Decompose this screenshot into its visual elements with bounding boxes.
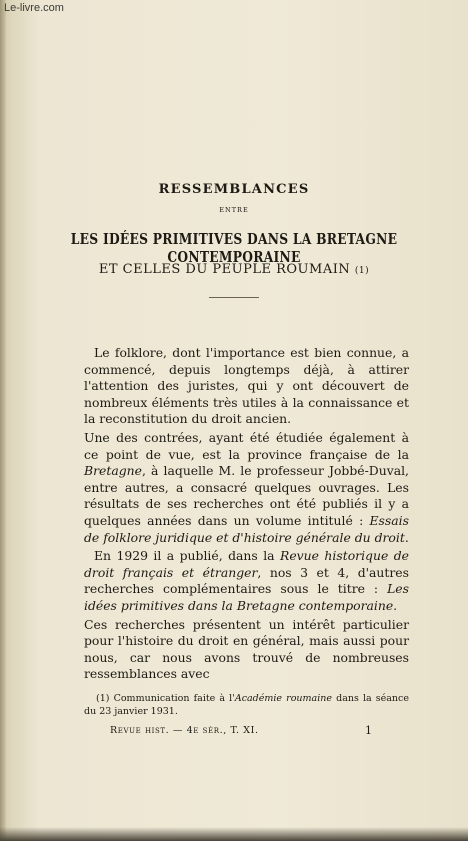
title-footnote-ref: (1)	[354, 266, 370, 276]
paragraph-4: Ces recherches présentent un intérêt particulier pour l'histoire du droit en général, mais aussi pour nous, car nous avons trouvé de nombreuses ressemblances avec	[84, 616, 409, 682]
watermark-text: Le-livre.com	[4, 2, 64, 14]
title-line-4-text: ET CELLES DU PEUPLE ROUMAIN	[98, 262, 351, 277]
p2-italic-title: Essais de folklore juridique et d'histoire générale du droit.	[84, 512, 409, 545]
p3-italic-title: Les idées primitives dans la Bretagne contemporaine.	[84, 581, 409, 613]
p2-text-a: Une des contrées, ayant été étudiée également à ce point de vue, est la province française de la	[84, 429, 409, 462]
paragraph-1: Le folklore, dont l'importance est bien connue, a commencé, depuis longtemps déjà, à attirer l'attention des juristes, qui y ont découvert de nombreux éléments très utiles à la connaissance et la reconstitution du droit ancien.	[84, 345, 409, 427]
title-line-1: RESSEMBLANCES	[158, 182, 310, 197]
p3-text-a: En 1929 il a publié, dans la	[94, 548, 280, 564]
page-bottom-shadow	[0, 827, 468, 841]
body-text	[84, 345, 409, 683]
page-spine-shadow	[0, 0, 6, 841]
title-line-2: ENTRE	[219, 206, 249, 214]
footnote-italic: Académie roumaine	[234, 693, 332, 704]
title-separator	[209, 297, 259, 298]
page-number: 1	[365, 724, 372, 737]
footnote-text-a: (1) Communication faite à l'	[96, 693, 235, 704]
paragraph-2	[84, 430, 409, 546]
p2-text-c: , à laquelle M. le professeur Jobbé-Duval, entre autres, a consacré quelques ouvrages. Les résultats de ses recherches ont été publiés il y a quelques années dans un volume intitulé :	[84, 463, 409, 528]
title-line-3: LES IDÉES PRIMITIVES DANS LA BRETAGNE CONTEMPORAINE	[70, 230, 398, 266]
p2-italic-bretagne: Bretagne	[84, 463, 142, 479]
p3-italic-revue: Revue historique de droit français et étranger	[84, 548, 409, 580]
footnote-text-c: dans la séance du 23 janvier 1931.	[84, 693, 409, 717]
footnote	[84, 693, 409, 718]
paragraph-3	[84, 548, 409, 614]
footnote-text	[84, 693, 409, 718]
title-line-4	[0, 262, 468, 277]
p3-text-c: , nos 3 et 4, d'autres recherches complémentaires sous le titre :	[84, 564, 409, 597]
running-footer: Revue hist. — 4e sér., T. XI.	[110, 725, 259, 736]
